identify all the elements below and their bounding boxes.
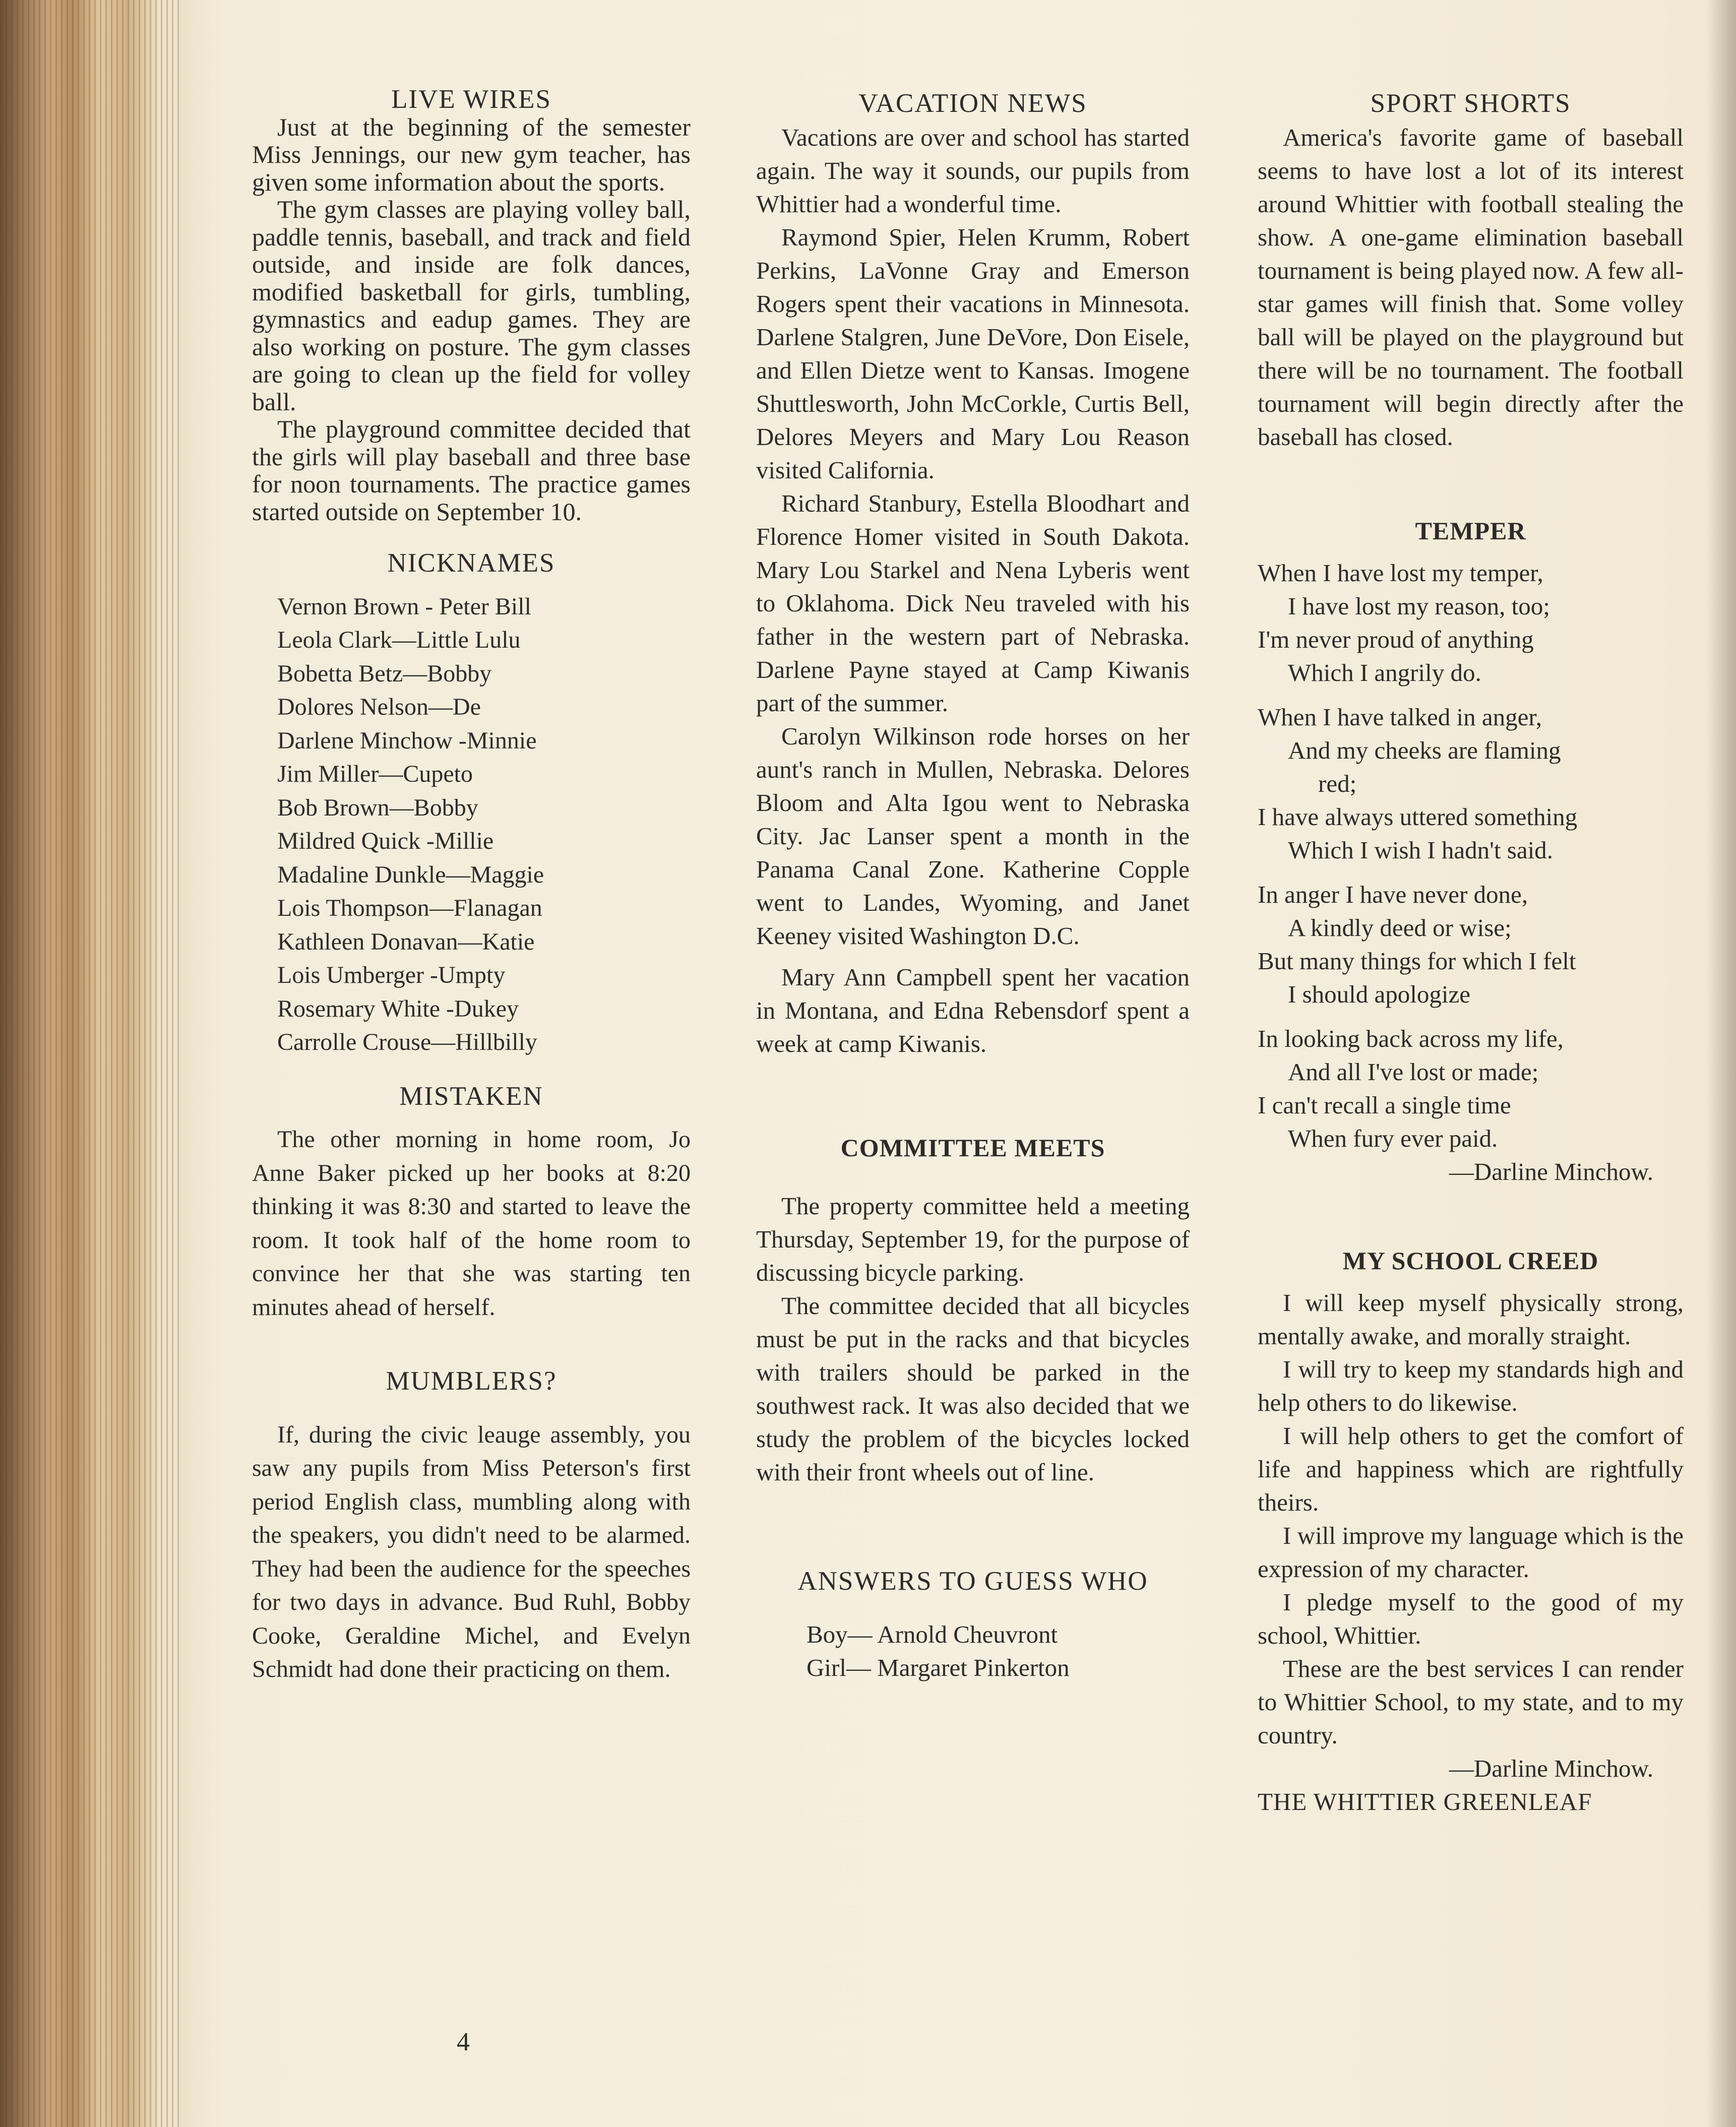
poem-line: I should apologize — [1288, 980, 1470, 1008]
poem-line: Which I angrily do. — [1288, 659, 1481, 686]
nickname-item: Lois Thompson—Flanagan — [277, 895, 542, 921]
nickname-item: Bob Brown—Bobby — [277, 794, 478, 821]
book-binding — [0, 0, 181, 2127]
creed-title: MY SCHOOL CREED — [1342, 1246, 1599, 1275]
vacation-paragraph: Carolyn Wilkinson rode horses on her aunt's ranch in Mullen, Nebraska. Delores Bloom and Alta Igou went to Nebraska City. Jac Lanser spent a month in the Panama Canal Zone. Katherine Copple went to Landes, Wyoming, and Janet Keeney visited Washington D.C. — [756, 722, 1190, 950]
mumblers-paragraph: If, during the civic leauge assembly, you saw any pupils from Miss Peterson's first period English class, mumbling along with the speakers, you didn't need to be alarmed. They had been the audience for the speeches for two days in advance. Bud Ruhl, Bobby Cooke, Geraldine Michel, and Evelyn Schmidt had done their practicing on them. — [252, 1421, 691, 1682]
creed-paragraph: I will keep myself physically strong, mentally awake, and morally straight. — [1258, 1289, 1684, 1350]
poem-line: But many things for which I felt — [1258, 947, 1576, 975]
poem-line: Which I wish I hadn't said. — [1288, 836, 1553, 864]
poem-stanza — [1258, 556, 1684, 690]
creed-paragraph: These are the best services I can render to Whittier School, to my state, and to my country. — [1258, 1655, 1684, 1749]
sport-shorts-paragraph: America's favorite game of baseball seems to have lost a lot of its interest around Whittier with football stealing the show. A one-game elimination baseball tournament is being played now. A few all-star games will finish that. Some volley ball will be played on the playground but there will be no tournament. The football tournament will begin directly after the baseball has closed. — [1258, 123, 1684, 451]
page-number: 4 — [457, 2028, 470, 2056]
poem-line: I can't recall a single time — [1258, 1091, 1511, 1119]
column-right — [1258, 86, 1684, 1819]
poem-line: I'm never proud of anything — [1258, 625, 1534, 653]
live-wires-paragraph: Just at the beginning of the semester Miss Jennings, our new gym teacher, has given some information about the sports. — [252, 112, 691, 196]
answers-title: ANSWERS TO GUESS WHO — [797, 1567, 1148, 1596]
poem-line: And all I've lost or made; — [1288, 1058, 1539, 1086]
nickname-item: Kathleen Donavan—Katie — [277, 928, 535, 955]
poem-stanza — [1258, 701, 1684, 867]
nickname-item: Bobetta Betz—Bobby — [277, 660, 492, 687]
temper-poem — [1258, 556, 1684, 1188]
nickname-item: Madaline Dunkle—Maggie — [277, 861, 544, 888]
poem-line: In anger I have never done, — [1258, 881, 1528, 908]
nickname-item: Carrolle Crouse—Hillbilly — [277, 1029, 537, 1055]
nickname-item: Mildred Quick -Millie — [277, 828, 494, 854]
poem-line: red; — [1318, 770, 1357, 797]
sport-shorts-title: SPORT SHORTS — [1370, 89, 1571, 118]
footer-publication-name: THE WHITTIER GREENLEAF — [1258, 1788, 1592, 1816]
live-wires-paragraph: The playground committee decided that the girls will play baseball and three base for noon tournaments. The practice games started outside on September 10. — [252, 415, 691, 526]
poem-line: A kindly deed or wise; — [1288, 914, 1512, 942]
poem-stanza — [1258, 878, 1684, 1011]
answer-boy: Boy— Arnold Cheuvront — [807, 1620, 1058, 1648]
live-wires-title: LIVE WIRES — [391, 85, 551, 114]
mistaken-title: MISTAKEN — [399, 1081, 543, 1111]
vacation-news-title: VACATION NEWS — [858, 89, 1087, 118]
poem-line: When fury ever paid. — [1288, 1124, 1498, 1152]
vacation-paragraph: Raymond Spier, Helen Krumm, Robert Perkins, LaVonne Gray and Emerson Rogers spent their vacations in Minnesota. Darlene Stalgren, June DeVore, Don Eisele, and Ellen Dietze went to Kansas. Imogene Shuttlesworth, John McCorkle, Curtis Bell, Delores Meyers and Mary Lou Reason visited California. — [756, 223, 1190, 484]
poem-line: When I have lost my temper, — [1258, 559, 1543, 587]
answer-girl: Girl— Margaret Pinkerton — [807, 1654, 1070, 1681]
nicknames-list — [252, 590, 691, 1686]
poem-line: And my cheeks are flaming — [1288, 736, 1561, 764]
temper-title: TEMPER — [1415, 517, 1526, 545]
committee-paragraph: The property committee held a meeting Thursday, September 19, for the purpose of discussing bicycle parking. — [756, 1192, 1190, 1286]
poem-line: When I have talked in anger, — [1258, 703, 1542, 731]
nickname-item: Rosemary White -Dukey — [277, 995, 519, 1022]
creed-paragraph: I will improve my language which is the expression of my character. — [1258, 1522, 1684, 1583]
vacation-paragraph: Mary Ann Campbell spent her vacation in Montana, and Edna Rebensdorf spent a week at camp Kiwanis. — [756, 963, 1190, 1057]
committee-paragraph: The committee decided that all bicycles must be put in the racks and that bicycles with trailers should be parked in the southwest rack. It was also decided that we study the problem of the bicycles locked with their front wheels out of line. — [756, 1292, 1190, 1486]
mistaken-paragraph: The other morning in home room, Jo Anne Baker picked up her books at 8:20 thinking it was 8:30 and started to leave the room. It took half of the home room to convince her that she was starting ten minutes ahead of herself. — [252, 1126, 691, 1321]
vacation-paragraph: Vacations are over and school has started again. The way it sounds, our pupils from Whittier had a wonderful time. — [756, 123, 1190, 218]
mumblers-title: MUMBLERS? — [386, 1366, 557, 1396]
poem-line: I have lost my reason, too; — [1288, 592, 1550, 620]
vacation-paragraph: Richard Stanbury, Estella Bloodhart and Florence Homer visited in South Dakota. Mary Lou Starkel and Nena Lyberis went to Oklahoma. Dick Neu traveled with his father in the western part of Nebraska. Darlene Payne stayed at Camp Kiwanis part of the summer. — [756, 489, 1190, 717]
creed-paragraph: I will try to keep my standards high and help others to do likewise. — [1258, 1355, 1684, 1416]
creed-author: —Darline Minchow. — [1449, 1755, 1653, 1782]
nickname-item: Darlene Minchow -Minnie — [277, 727, 537, 754]
nickname-item: Vernon Brown - Peter Bill — [277, 593, 531, 620]
poem-line: In looking back across my life, — [1258, 1025, 1564, 1052]
column-middle — [756, 86, 1190, 1684]
poem-line: I have always uttered something — [1258, 803, 1578, 831]
committee-title: COMMITTEE MEETS — [840, 1134, 1105, 1162]
column-left — [252, 86, 691, 1686]
nickname-item: Lois Umberger -Umpty — [277, 962, 506, 988]
answers-list — [756, 1618, 1190, 1684]
creed-paragraph: I pledge myself to the good of my school, Whittier. — [1258, 1588, 1684, 1649]
creed-paragraph: I will help others to get the comfort of life and happiness which are rightfully theirs. — [1258, 1422, 1684, 1516]
nickname-item: Dolores Nelson—De — [277, 694, 481, 720]
nicknames-title: NICKNAMES — [387, 548, 555, 578]
poem-stanza — [1258, 1022, 1684, 1155]
nickname-item: Leola Clark—Little Lulu — [277, 627, 521, 653]
nickname-item: Jim Miller—Cupeto — [277, 761, 473, 787]
temper-author: —Darline Minchow. — [1449, 1158, 1653, 1185]
live-wires-paragraph: The gym classes are playing volley ball, paddle tennis, baseball, and track and field outside, and inside are folk dances, modified basketball for girls, tumbling, gymnastics and eadup games. They are also working on posture. The gym classes are going to clean up the field for volley ball. — [252, 195, 691, 416]
